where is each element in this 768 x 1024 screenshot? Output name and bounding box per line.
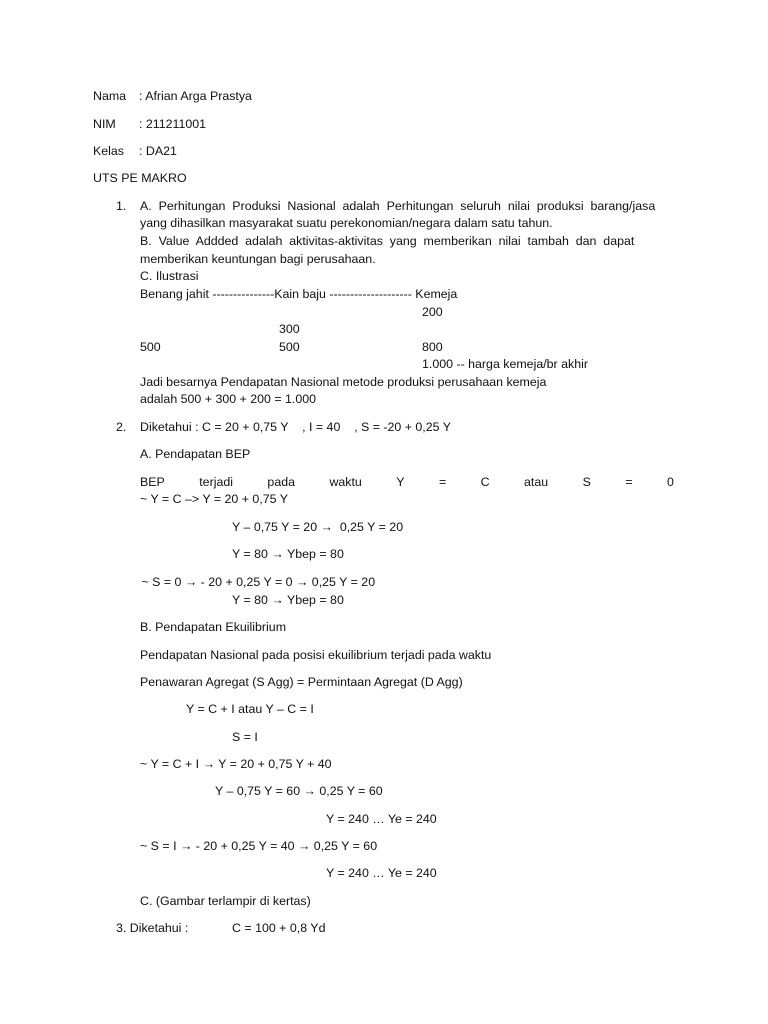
kelas-label: Kelas	[93, 144, 124, 158]
q2-ek-line2: Penawaran Agregat (S Agg) = Permintaan Agregat (D Agg)	[140, 675, 463, 689]
q2-bep-line6: Y = 80 → Ybep = 80	[232, 593, 344, 607]
q2-ek-line6: Y – 0,75 Y = 60 → 0,25 Y = 60	[215, 784, 383, 798]
q1-value-300: 300	[279, 322, 300, 336]
bep-word: =	[438, 475, 447, 489]
nama-value: : Afrian Arga Prastya	[139, 89, 252, 103]
q2-ek-line5: ~ Y = C + I → Y = 20 + 0,75 Y + 40	[140, 757, 332, 771]
q1-b-line1: B. Value Addded adalah aktivitas-aktivitas yang memberikan nilai tambah dan dapat	[140, 234, 635, 248]
bep-word: Y	[396, 475, 405, 489]
q1-conclusion-line2: adalah 500 + 300 + 200 = 1.000	[140, 392, 317, 406]
q2-ek-line8: ~ S = I → - 20 + 0,25 Y = 40 → 0,25 Y = 60	[140, 839, 378, 853]
bep-word: C	[480, 475, 490, 489]
q2-bep-line1	[140, 474, 674, 490]
q2-bep-line4: Y = 80 → Ybep = 80	[232, 547, 344, 561]
q2-c-heading: C. (Gambar terlampir di kertas)	[140, 894, 311, 908]
bep-word: pada	[267, 475, 295, 489]
q1-chain: Benang jahit ---------------Kain baju -------------------- Kemeja	[140, 287, 458, 301]
q2-ek-line3: Y = C + I atau Y – C = I	[186, 702, 314, 716]
q1-a-line2: yang dihasilkan masyarakat suatu perekonomian/negara dalam satu tahun.	[140, 216, 553, 230]
bep-word: =	[625, 475, 633, 489]
q1-value-800: 800	[422, 340, 443, 354]
bep-word: atau	[524, 475, 549, 489]
q1-number: 1.	[116, 199, 127, 213]
q2-number: 2.	[116, 420, 127, 434]
q3-equation: C = 100 + 0,8 Yd	[232, 921, 326, 935]
kelas-value: : DA21	[139, 144, 177, 158]
q2-bep-line3: Y – 0,75 Y = 20 → 0,25 Y = 20	[232, 520, 404, 534]
bep-word: terjadi	[199, 475, 233, 489]
q2-ek-line7: Y = 240 … Ye = 240	[326, 812, 437, 826]
bep-word: 0	[666, 475, 674, 489]
q2-ek-line4: S = I	[232, 730, 258, 744]
nama-label: Nama	[93, 89, 127, 103]
bep-word: BEP	[140, 475, 165, 489]
bep-word: S	[582, 475, 591, 489]
q2-ek-line9: Y = 240 … Ye = 240	[326, 866, 437, 880]
q2-bep-line2: ~ Y = C –> Y = 20 + 0,75 Y	[140, 492, 289, 506]
q1-value-500-mid: 500	[279, 340, 300, 354]
q2-a-heading: A. Pendapatan BEP	[140, 447, 251, 461]
q1-value-500-left: 500	[140, 340, 161, 354]
q1-final-value: 1.000 -- harga kemeja/br akhir	[422, 357, 588, 371]
q1-value-200: 200	[422, 305, 443, 319]
q2-ek-line1: Pendapatan Nasional pada posisi ekuilibrium terjadi pada waktu	[140, 648, 492, 662]
q1-conclusion-line1: Jadi besarnya Pendapatan Nasional metode produksi perusahaan kemeja	[140, 375, 547, 389]
nim-label: NIM	[93, 117, 116, 131]
q1-b-line2: memberikan keuntungan bagi perusahaan.	[140, 252, 376, 266]
q1-a-line1: A. Perhitungan Produksi Nasional adalah Perhitungan seluruh nilai produksi barang/jasa	[140, 199, 656, 213]
q2-given: Diketahui : C = 20 + 0,75 Y , I = 40 , S = -20 + 0,25 Y	[140, 420, 451, 434]
q2-b-heading: B. Pendapatan Ekuilibrium	[140, 620, 287, 634]
nim-value: : 211211001	[139, 117, 207, 131]
q2-bep-line5: ~ S = 0 → - 20 + 0,25 Y = 0 → 0,25 Y = 20	[138, 575, 376, 589]
q1-c-heading: C. Ilustrasi	[140, 269, 199, 283]
document-title: UTS PE MAKRO	[93, 171, 187, 185]
q3-label: 3. Diketahui :	[116, 921, 189, 935]
bep-word: waktu	[329, 475, 362, 489]
